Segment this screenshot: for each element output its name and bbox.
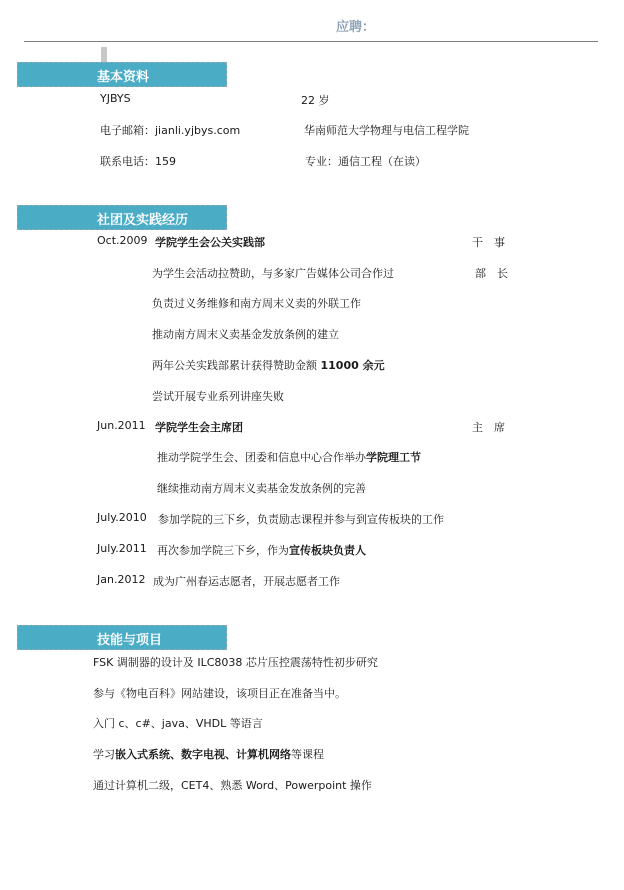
entry-role: 干 事 <box>472 236 505 249</box>
section-heading-skills: 技能与项目 <box>97 633 163 648</box>
entry-text-main: 再次参加学院三下乡，作为 <box>157 544 289 557</box>
entry-item-text: 两年公关实践部累计获得赞助金额 <box>152 359 321 372</box>
entry-role: 部 长 <box>475 267 508 280</box>
decorative-marker <box>101 47 107 62</box>
major-value: 专业：通信工程（在读） <box>305 155 426 168</box>
entry-text <box>157 542 366 558</box>
entry-organization: 学院学生会主席团 <box>155 421 243 434</box>
sponsorship-amount: 11000 余元 <box>320 359 385 372</box>
entry-item-text: 推动学院学生会、团委和信息中心合作举办 <box>157 451 366 464</box>
entry-date: Jun.2011 <box>97 419 146 432</box>
entry-item-highlight: 学院理工节 <box>366 451 421 464</box>
school-value: 华南师范大学物理与电信工程学院 <box>304 124 469 137</box>
entry-text: 成为广州春运志愿者，开展志愿者工作 <box>153 575 340 588</box>
entry-item <box>152 357 385 373</box>
skill-line: 通过计算机二级，CET4、熟悉 Word、Powerpoint 操作 <box>93 779 372 792</box>
entry-item: 负责过义务维修和南方周末义卖的外联工作 <box>152 297 361 310</box>
entry-date: July.2011 <box>97 542 147 555</box>
skill-line: FSK 调制器的设计及 ILC8038 芯片压控震荡特性初步研究 <box>93 656 378 669</box>
skill-line-highlight: 嵌入式系统、数字电视、计算机网络 <box>115 748 291 761</box>
skill-line: 入门 c、c#、java、VHDL 等语言 <box>93 717 263 730</box>
phone-value: 联系电话：159 <box>100 155 176 168</box>
entry-role: 主 席 <box>472 421 505 434</box>
skill-line: 参与《物电百科》网站建设，该项目正在准备当中。 <box>93 687 346 700</box>
entry-date: Oct.2009 <box>97 234 148 247</box>
entry-item: 尝试开展专业系列讲座失败 <box>152 390 284 403</box>
page-title: 应聘： <box>336 20 376 35</box>
email-value: 电子邮箱：jianli.yjbys.com <box>100 124 241 137</box>
name-value: YJBYS <box>100 92 131 105</box>
entry-text-highlight: 宣传板块负责人 <box>289 544 366 557</box>
section-heading-activities: 社团及实践经历 <box>97 213 189 228</box>
skill-line-text: 学习 <box>93 748 115 761</box>
entry-item: 继续推动南方周末义卖基金发放条例的完善 <box>157 482 366 495</box>
entry-date: July.2010 <box>97 511 147 524</box>
entry-date: Jan.2012 <box>97 573 146 586</box>
entry-organization: 学院学生会公关实践部 <box>155 236 265 249</box>
entry-item: 推动南方周末义卖基金发放条例的建立 <box>152 328 339 341</box>
entry-item: 为学生会活动拉赞助，与多家广告媒体公司合作过 <box>152 267 394 280</box>
section-heading-basic: 基本资料 <box>97 70 150 85</box>
skill-line-text: 等课程 <box>291 748 324 761</box>
entry-item <box>157 449 421 465</box>
skill-line <box>93 746 324 762</box>
entry-text: 参加学院的三下乡，负责励志课程并参与到宣传板块的工作 <box>158 513 444 526</box>
header-divider <box>24 41 598 42</box>
age-value: 22 岁 <box>301 94 330 107</box>
